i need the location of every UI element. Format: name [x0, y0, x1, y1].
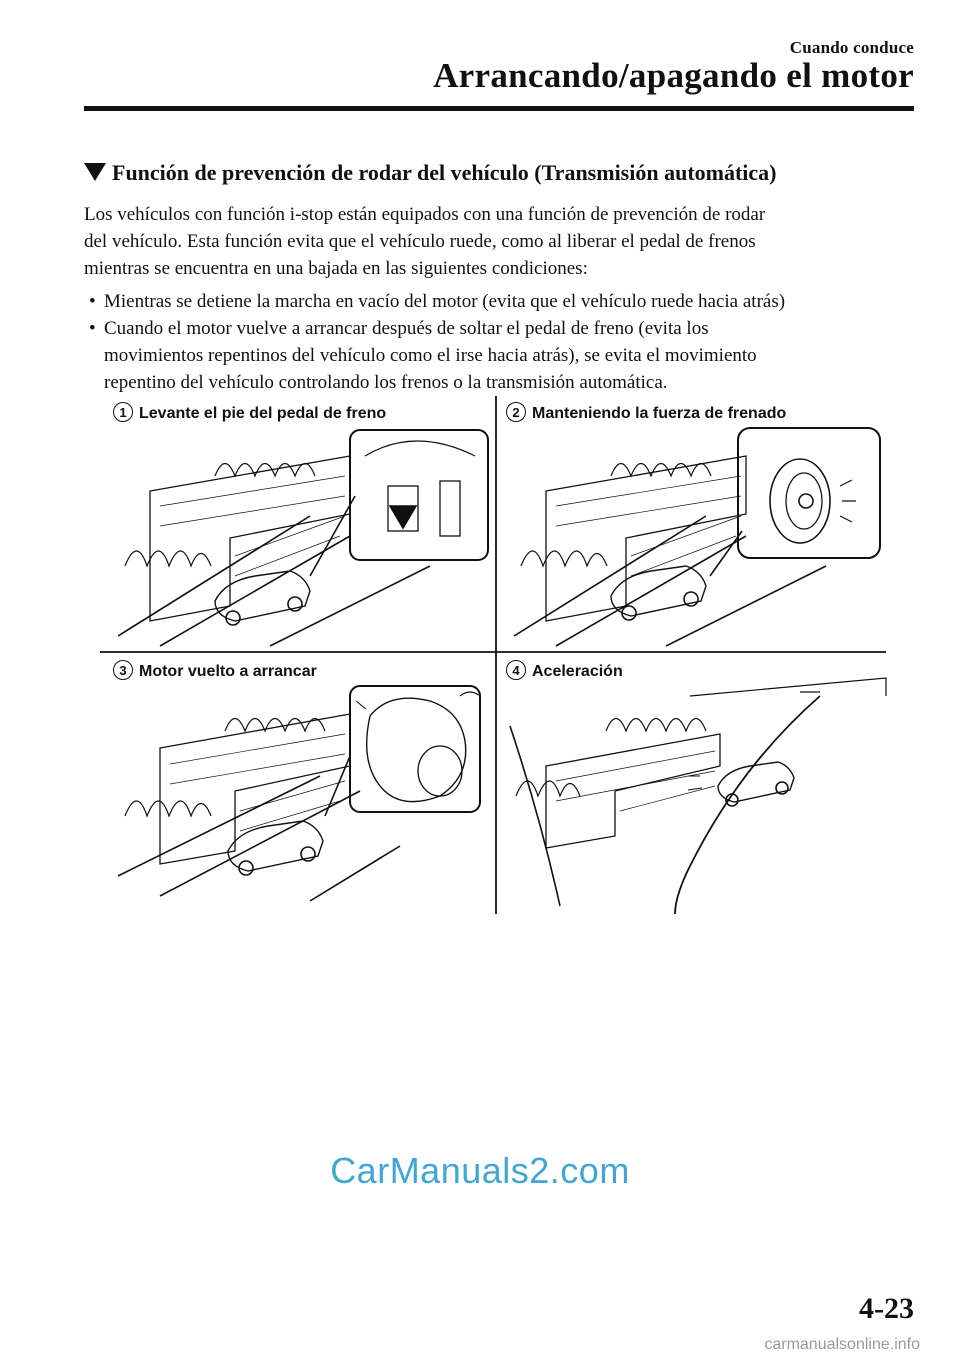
bullet-line: repentino del vehículo controlando los frenos o la transmisión automática.: [104, 372, 668, 393]
panel-1-caption: [113, 402, 386, 423]
step-number-badge: 2: [506, 402, 526, 422]
bullet-line: Mientras se detiene la marcha en vacío del motor (evita que el vehículo ruede hacia atrás): [104, 291, 786, 312]
watermark-link[interactable]: CarManuals2.com: [330, 1150, 630, 1191]
section-heading: [84, 160, 914, 186]
step-number-badge: 4: [506, 660, 526, 680]
panel-1-drawing: [118, 430, 488, 646]
bullet-line: Cuando el motor vuelve a arrancar después de soltar el pedal de freno (evita los: [104, 318, 709, 339]
page-title: Arrancando/apagando el motor: [433, 56, 914, 95]
intro-line: Los vehículos con función i-stop están equipados con una función de prevención de rodar: [84, 204, 766, 225]
triangle-down-icon: [84, 163, 106, 181]
panel-label-text: Manteniendo la fuerza de frenado: [532, 405, 787, 422]
footer-watermark[interactable]: carmanualsonline.info: [764, 1336, 920, 1353]
bullet-list: [84, 288, 914, 396]
bullet-item: [84, 315, 914, 396]
header-divider: [84, 106, 914, 111]
intro-line: del vehículo. Esta función evita que el vehículo ruede, como al liberar el pedal de frenos: [84, 231, 756, 252]
step-number-badge: 1: [113, 402, 133, 422]
header-section-label: Cuando conduce: [789, 38, 914, 57]
panel-label-text: Levante el pie del pedal de freno: [139, 405, 387, 422]
panel-3-drawing: [118, 686, 480, 901]
intro-line: mientras se encuentra en una bajada en las siguientes condiciones:: [84, 258, 588, 279]
panel-4-drawing: [510, 678, 886, 914]
bullet-line: movimientos repentinos del vehículo como el irse hacia atrás), se evita el movimiento: [104, 345, 757, 366]
panel-4-caption: [506, 660, 623, 681]
section-heading-text: Función de prevención de rodar del vehículo (Transmisión automática): [112, 160, 777, 185]
bullet-item: [84, 288, 914, 315]
intro-paragraph: [84, 201, 914, 282]
panel-label-text: Motor vuelto a arrancar: [139, 663, 317, 680]
page-number: 4-23: [859, 1292, 914, 1325]
panel-3-caption: [113, 660, 317, 681]
panel-2-caption: [506, 402, 786, 423]
panel-label-text: Aceleración: [532, 663, 623, 680]
rollback-prevention-illustration: [100, 396, 900, 916]
bullet-marker: •: [89, 318, 96, 339]
panel-2-drawing: [514, 428, 880, 646]
bullet-marker: •: [89, 291, 96, 312]
step-number-badge: 3: [113, 660, 133, 680]
